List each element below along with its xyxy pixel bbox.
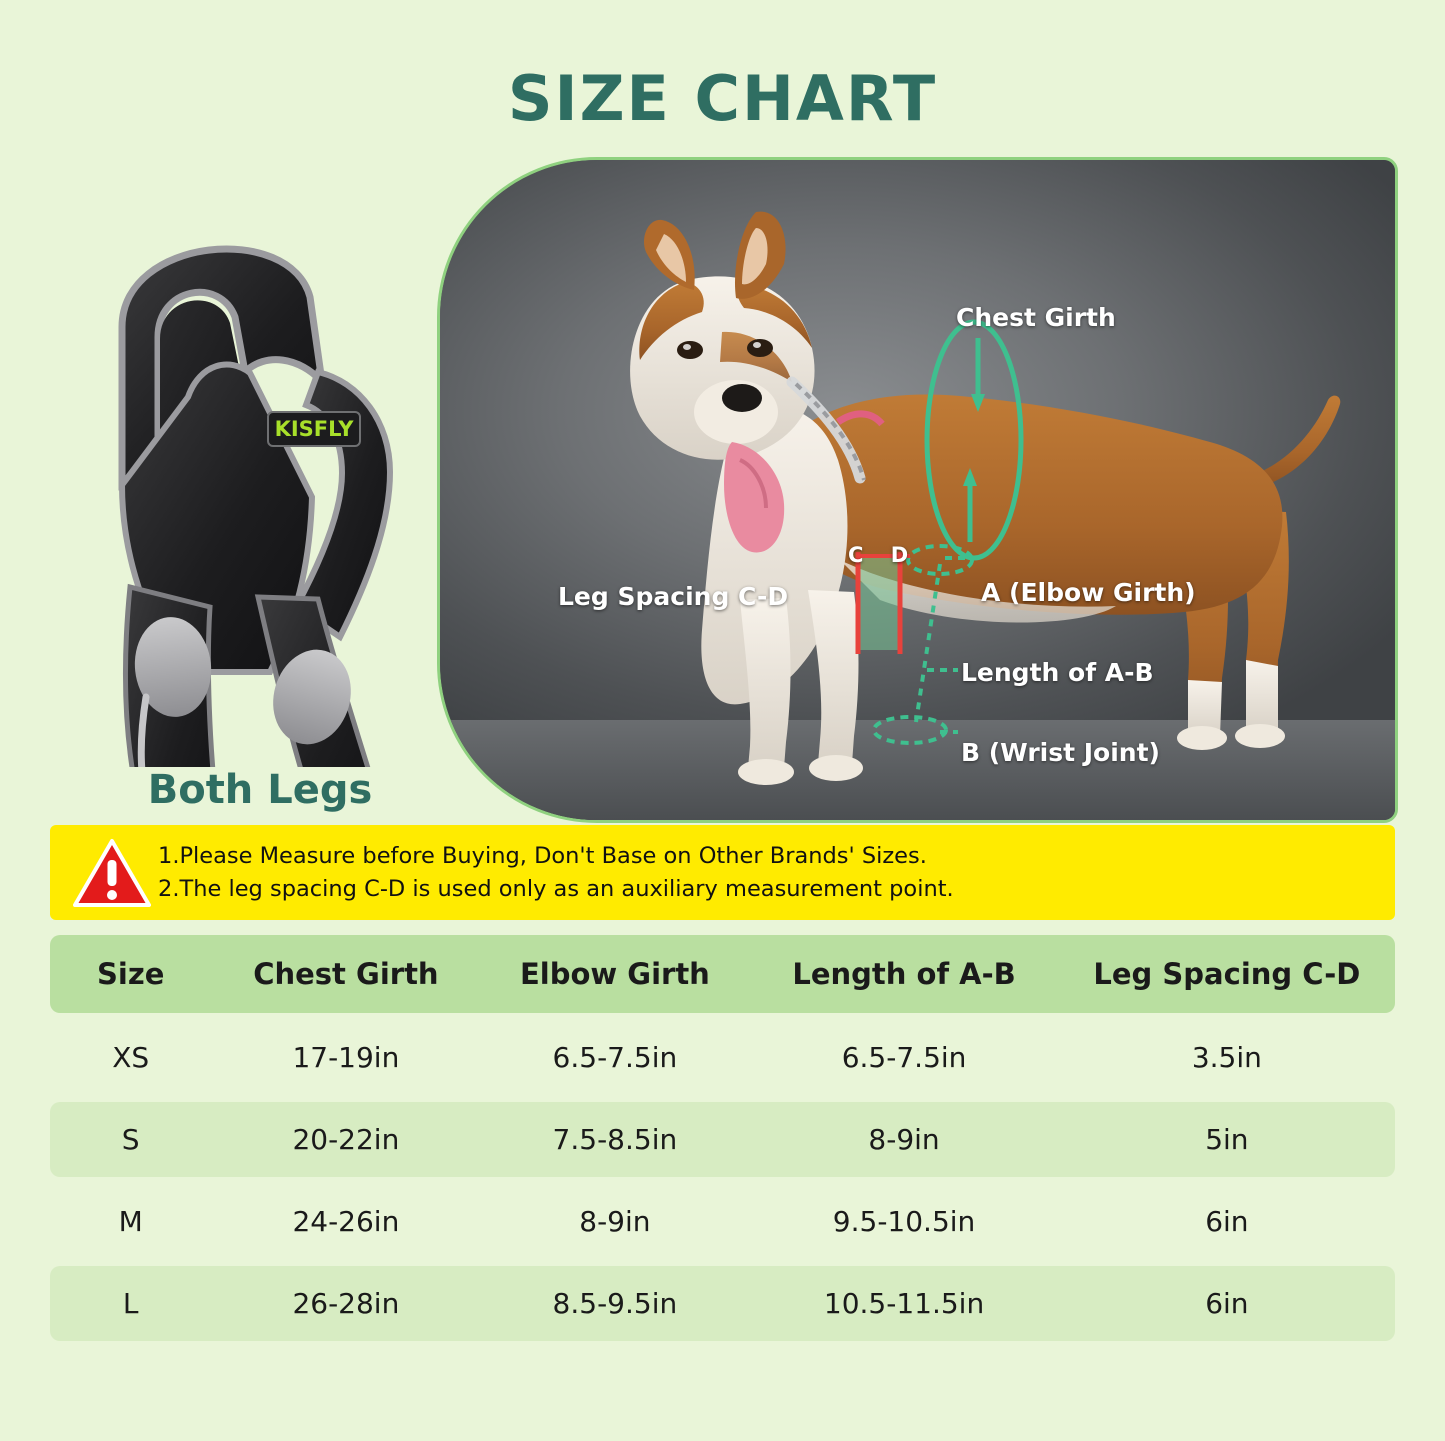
dog-leg-brace-illustration bbox=[60, 167, 450, 767]
svg-text:KISFLY: KISFLY bbox=[274, 417, 354, 441]
page-title: SIZE CHART bbox=[507, 62, 938, 135]
warning-text bbox=[158, 840, 954, 905]
cell-elbow-girth: 8-9in bbox=[480, 1184, 749, 1259]
table-header-length-ab: Length of A-B bbox=[749, 935, 1058, 1013]
cell-chest-girth: 17-19in bbox=[211, 1020, 480, 1095]
cell-size: M bbox=[50, 1184, 211, 1259]
warning-line-2: 2.The leg spacing C-D is used only as an auxiliary measurement point. bbox=[158, 875, 954, 902]
cell-leg-spacing: 6in bbox=[1059, 1184, 1395, 1259]
cell-elbow-girth: 6.5-7.5in bbox=[480, 1020, 749, 1095]
cell-length-ab: 8-9in bbox=[749, 1102, 1058, 1177]
annotation-leg-spacing: Leg Spacing C-D bbox=[558, 582, 789, 611]
annotation-wrist-joint: B (Wrist Joint) bbox=[961, 738, 1160, 767]
cell-leg-spacing: 5in bbox=[1059, 1102, 1395, 1177]
table-row bbox=[50, 1266, 1395, 1341]
warning-triangle-icon bbox=[66, 838, 158, 908]
cd-marker-label: C D bbox=[848, 543, 919, 567]
annotation-elbow-girth: A (Elbow Girth) bbox=[981, 578, 1196, 607]
cell-elbow-girth: 8.5-9.5in bbox=[480, 1266, 749, 1341]
table-header-size: Size bbox=[50, 935, 211, 1013]
table-row bbox=[50, 1102, 1395, 1177]
table-spacer bbox=[50, 1177, 1395, 1184]
cell-size: XS bbox=[50, 1020, 211, 1095]
table-header-chest-girth: Chest Girth bbox=[211, 935, 480, 1013]
product-image-block bbox=[60, 167, 450, 813]
dog-illustration bbox=[440, 160, 1395, 820]
cell-length-ab: 9.5-10.5in bbox=[749, 1184, 1058, 1259]
table-spacer bbox=[50, 1259, 1395, 1266]
table-spacer bbox=[50, 1095, 1395, 1102]
cell-size: L bbox=[50, 1266, 211, 1341]
warning-banner bbox=[50, 825, 1395, 920]
annotation-chest-girth: Chest Girth bbox=[956, 303, 1116, 332]
size-table bbox=[50, 935, 1395, 1341]
table-header-elbow-girth: Elbow Girth bbox=[480, 935, 749, 1013]
cell-leg-spacing: 6in bbox=[1059, 1266, 1395, 1341]
dog-photo-panel bbox=[437, 157, 1398, 823]
product-caption: Both Legs bbox=[147, 767, 373, 813]
top-section bbox=[0, 157, 1445, 817]
table-row bbox=[50, 1020, 1395, 1095]
cell-elbow-girth: 7.5-8.5in bbox=[480, 1102, 749, 1177]
cell-chest-girth: 24-26in bbox=[211, 1184, 480, 1259]
warning-line-1: 1.Please Measure before Buying, Don't Base on Other Brands' Sizes. bbox=[158, 842, 927, 869]
annotation-length-ab: Length of A-B bbox=[961, 658, 1154, 687]
table-row bbox=[50, 1184, 1395, 1259]
cell-length-ab: 6.5-7.5in bbox=[749, 1020, 1058, 1095]
cell-leg-spacing: 3.5in bbox=[1059, 1020, 1395, 1095]
cell-chest-girth: 26-28in bbox=[211, 1266, 480, 1341]
table-header-leg-spacing: Leg Spacing C-D bbox=[1059, 935, 1395, 1013]
table-header-row bbox=[50, 935, 1395, 1013]
table-spacer bbox=[50, 1013, 1395, 1020]
cell-chest-girth: 20-22in bbox=[211, 1102, 480, 1177]
cell-length-ab: 10.5-11.5in bbox=[749, 1266, 1058, 1341]
cell-size: S bbox=[50, 1102, 211, 1177]
